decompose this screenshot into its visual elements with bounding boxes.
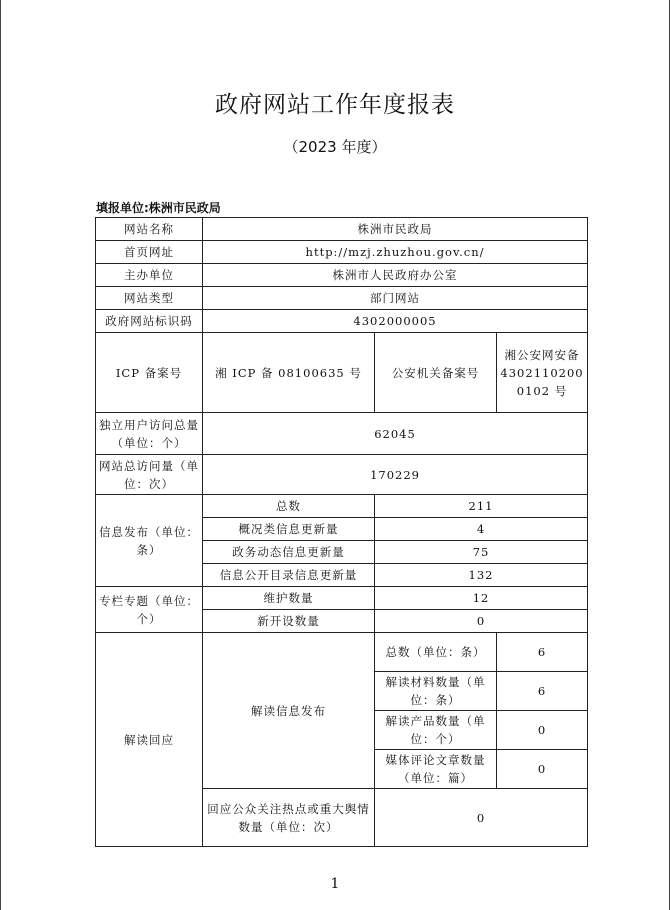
homepage-label: 首页网址 <box>96 241 203 264</box>
table-row <box>96 413 588 455</box>
reporting-unit: 填报单位:株洲市民政局 <box>96 201 221 215</box>
table-row <box>96 287 588 310</box>
site-type-label: 网站类型 <box>96 287 203 310</box>
interp-total-label: 总数（单位：条） <box>375 633 497 672</box>
sponsor-value: 株洲市人民政府办公室 <box>203 264 588 287</box>
icp-label: ICP 备案号 <box>96 333 203 413</box>
icp-value: 湘 ICP 备 08100635 号 <box>203 333 375 413</box>
pv-label: 网站总访问量（单位：次） <box>96 455 203 495</box>
interp-media-label: 媒体评论文章数量（单位：篇） <box>375 750 497 789</box>
interp-hotspot-label: 回应公众关注热点或重大舆情数量（单位：次） <box>203 789 375 847</box>
police-label: 公安机关备案号 <box>375 333 497 413</box>
table-row <box>96 241 588 264</box>
table-row <box>96 264 588 287</box>
gov-id-label: 政府网站标识码 <box>96 310 203 333</box>
interp-total-value: 6 <box>497 633 588 672</box>
info-overview-value: 4 <box>375 518 588 541</box>
gov-id-value: 4302000005 <box>203 310 588 333</box>
document-subtitle: （2023 年度） <box>283 138 387 156</box>
table-row <box>96 495 588 518</box>
info-news-label: 政务动态信息更新量 <box>203 541 375 564</box>
interp-hotspot-value: 0 <box>375 789 588 847</box>
interp-material-value: 6 <box>497 672 588 711</box>
info-news-value: 75 <box>375 541 588 564</box>
info-catalog-value: 132 <box>375 564 588 587</box>
pv-value: 170229 <box>203 455 588 495</box>
document-title: 政府网站工作年度报表 <box>215 92 455 118</box>
table-row <box>96 455 588 495</box>
interp-media-value: 0 <box>497 750 588 789</box>
interp-product-label: 解读产品数量（单位：个） <box>375 711 497 750</box>
column-maintain-value: 12 <box>375 587 588 610</box>
uv-label: 独立用户访问总量（单位：个） <box>96 413 203 455</box>
column-label: 专栏专题（单位：个） <box>96 587 203 633</box>
column-new-label: 新开设数量 <box>203 610 375 633</box>
info-total-value: 211 <box>375 495 588 518</box>
page-number: 1 <box>330 876 340 892</box>
info-catalog-label: 信息公开目录信息更新量 <box>203 564 375 587</box>
info-overview-label: 概况类信息更新量 <box>203 518 375 541</box>
site-type-value: 部门网站 <box>203 287 588 310</box>
report-table <box>95 217 588 847</box>
table-row <box>96 587 588 610</box>
table-row <box>96 333 588 413</box>
homepage-value: http://mzj.zhuzhou.gov.cn/ <box>203 241 588 264</box>
sponsor-label: 主办单位 <box>96 264 203 287</box>
column-new-value: 0 <box>375 610 588 633</box>
info-total-label: 总数 <box>203 495 375 518</box>
interp-material-label: 解读材料数量（单位：条） <box>375 672 497 711</box>
info-publish-label: 信息发布（单位：条） <box>96 495 203 587</box>
interp-publish-label: 解读信息发布 <box>203 633 375 789</box>
uv-value: 62045 <box>203 413 588 455</box>
police-value: 湘公安网安备 43021102000102 号 <box>497 333 588 413</box>
table-row <box>96 218 588 241</box>
table-row <box>96 310 588 333</box>
site-name-label: 网站名称 <box>96 218 203 241</box>
table-row <box>96 633 588 672</box>
site-name-value: 株洲市民政局 <box>203 218 588 241</box>
interp-label: 解读回应 <box>96 633 203 847</box>
interp-product-value: 0 <box>497 711 588 750</box>
column-maintain-label: 维护数量 <box>203 587 375 610</box>
